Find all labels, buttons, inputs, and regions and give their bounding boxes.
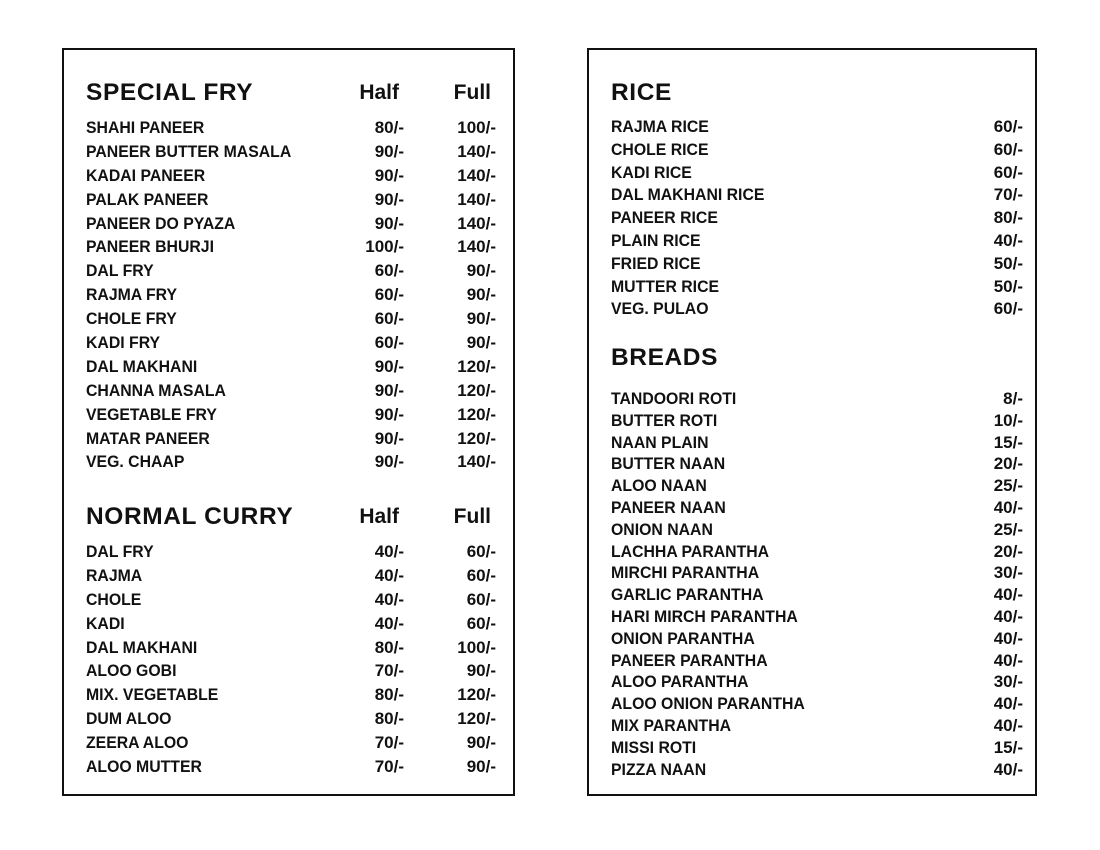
- half-price: 80/-: [374, 685, 404, 705]
- item-name: KADI FRY: [86, 333, 161, 353]
- menu-item-row: [86, 331, 496, 355]
- item-name: CHOLE FRY: [86, 309, 177, 329]
- rice-header: [611, 78, 1021, 108]
- full-price: 120/-: [457, 380, 496, 400]
- menu-item-row: [611, 584, 1021, 606]
- item-price: 40/-: [993, 585, 1023, 605]
- menu-item-row: [611, 737, 1021, 759]
- menu-item-row: [611, 475, 1021, 497]
- item-name: VEGETABLE FRY: [86, 404, 217, 424]
- item-name: PANEER BUTTER MASALA: [86, 141, 292, 161]
- menu-item-row: [86, 283, 496, 307]
- item-name: DAL FRY: [86, 261, 154, 281]
- half-price: 60/-: [374, 333, 404, 353]
- full-price: 60/-: [466, 589, 496, 609]
- full-price: 60/-: [466, 565, 496, 585]
- item-name: MIX. VEGETABLE: [86, 685, 219, 705]
- section-title: BREADS: [611, 344, 719, 371]
- half-price: 70/-: [374, 757, 404, 777]
- breads-header: [611, 343, 1021, 373]
- item-price: 40/-: [993, 497, 1023, 517]
- left-menu-panel: [62, 48, 515, 796]
- half-price: 80/-: [374, 637, 404, 657]
- item-name: ALOO ONION PARANTHA: [611, 694, 805, 714]
- item-price: 30/-: [993, 672, 1023, 692]
- normal-curry-header: [86, 502, 496, 532]
- menu-item-row: [86, 116, 496, 140]
- half-price: 100/-: [365, 237, 404, 257]
- item-name: PANEER PARANTHA: [611, 650, 768, 670]
- item-price: 40/-: [993, 694, 1023, 714]
- menu-item-row: [611, 432, 1021, 454]
- menu-item-row: [86, 659, 496, 683]
- breads-section: [611, 343, 1023, 779]
- item-name: PALAK PANEER: [86, 189, 209, 209]
- breads-list: [611, 388, 1021, 780]
- full-price: 120/-: [457, 428, 496, 448]
- full-price: 90/-: [466, 261, 496, 281]
- menu-item-row: [611, 253, 1021, 276]
- item-price: 60/-: [993, 162, 1023, 182]
- half-price: 70/-: [374, 661, 404, 681]
- item-name: MISSI ROTI: [611, 737, 697, 757]
- half-price: 60/-: [374, 309, 404, 329]
- item-name: VEG. PULAO: [611, 299, 709, 319]
- half-price: 90/-: [374, 356, 404, 376]
- menu-item-row: [86, 403, 496, 427]
- full-price: 90/-: [466, 661, 496, 681]
- rice-list: [611, 116, 1021, 321]
- menu-item-row: [86, 450, 496, 474]
- menu-item-row: [611, 693, 1021, 715]
- item-price: 60/-: [993, 299, 1023, 319]
- item-price: 20/-: [993, 541, 1023, 561]
- menu-item-row: [86, 540, 496, 564]
- full-column-label: Full: [453, 81, 491, 104]
- half-price: 40/-: [374, 589, 404, 609]
- item-name: MATAR PANEER: [86, 428, 210, 448]
- item-price: 40/-: [993, 715, 1023, 735]
- item-name: RAJMA: [86, 565, 143, 585]
- item-price: 40/-: [993, 628, 1023, 648]
- half-column-label: Half: [359, 505, 399, 528]
- full-price: 140/-: [457, 237, 496, 257]
- full-price: 100/-: [457, 637, 496, 657]
- menu-item-row: [86, 188, 496, 212]
- full-price: 90/-: [466, 285, 496, 305]
- half-price: 80/-: [374, 118, 404, 137]
- half-price: 90/-: [374, 404, 404, 424]
- rice-section: [611, 78, 1023, 319]
- menu-item-row: [86, 564, 496, 588]
- item-name: MUTTER RICE: [611, 276, 720, 296]
- half-price: 70/-: [374, 733, 404, 753]
- section-title: RICE: [611, 79, 672, 106]
- menu-item-row: [86, 588, 496, 612]
- menu-item-row: [611, 562, 1021, 584]
- special-fry-section: [86, 78, 496, 472]
- full-price: 140/-: [457, 141, 496, 161]
- section-title: SPECIAL FRY: [86, 79, 254, 106]
- menu-item-row: [611, 388, 1021, 410]
- full-price: 60/-: [466, 542, 496, 561]
- item-name: MIRCHI PARANTHA: [611, 563, 760, 583]
- full-price: 90/-: [466, 757, 496, 777]
- full-price: 100/-: [457, 118, 496, 137]
- menu-item-row: [86, 307, 496, 331]
- item-price: 40/-: [993, 650, 1023, 670]
- item-price: 40/-: [993, 606, 1023, 626]
- item-name: ZEERA ALOO: [86, 733, 189, 753]
- full-price: 90/-: [466, 733, 496, 753]
- half-price: 90/-: [374, 213, 404, 233]
- menu-item-row: [611, 276, 1021, 299]
- menu-item-row: [611, 162, 1021, 185]
- item-name: PANEER BHURJI: [86, 237, 214, 257]
- half-price: 60/-: [374, 285, 404, 305]
- half-price: 60/-: [374, 261, 404, 281]
- item-name: FRIED RICE: [611, 253, 701, 273]
- item-name: SHAHI PANEER: [86, 118, 205, 137]
- item-name: DAL FRY: [86, 542, 154, 561]
- half-price: 40/-: [374, 565, 404, 585]
- item-name: LACHHA PARANTHA: [611, 541, 770, 561]
- menu-item-row: [86, 683, 496, 707]
- item-price: 20/-: [993, 454, 1023, 474]
- item-name: ALOO GOBI: [86, 661, 177, 681]
- full-price: 140/-: [457, 452, 496, 472]
- normal-curry-section: [86, 502, 496, 777]
- item-price: 10/-: [993, 410, 1023, 430]
- item-price: 50/-: [993, 253, 1023, 273]
- half-price: 90/-: [374, 380, 404, 400]
- menu-item-row: [611, 715, 1021, 737]
- item-price: 15/-: [993, 737, 1023, 757]
- menu-item-row: [611, 519, 1021, 541]
- full-price: 90/-: [466, 333, 496, 353]
- full-price: 140/-: [457, 189, 496, 209]
- menu-item-row: [86, 355, 496, 379]
- menu-item-row: [611, 410, 1021, 432]
- item-name: KADAI PANEER: [86, 165, 206, 185]
- item-name: NAAN PLAIN: [611, 432, 709, 452]
- item-name: RAJMA FRY: [86, 285, 178, 305]
- full-price: 140/-: [457, 213, 496, 233]
- item-name: ONION NAAN: [611, 519, 713, 539]
- special-fry-header: [86, 78, 496, 108]
- item-name: TANDOORI ROTI: [611, 389, 737, 408]
- half-price: 40/-: [374, 542, 404, 561]
- menu-item-row: [86, 636, 496, 660]
- item-price: 15/-: [993, 432, 1023, 452]
- item-name: GARLIC PARANTHA: [611, 585, 764, 605]
- item-price: 50/-: [993, 276, 1023, 296]
- half-price: 90/-: [374, 189, 404, 209]
- item-name: ONION PARANTHA: [611, 628, 755, 648]
- menu-item-row: [611, 541, 1021, 563]
- item-name: BUTTER NAAN: [611, 454, 726, 474]
- menu-item-row: [86, 755, 496, 779]
- item-name: MIX PARANTHA: [611, 715, 732, 735]
- menu-item-row: [611, 453, 1021, 475]
- menu-item-row: [86, 707, 496, 731]
- menu-item-row: [86, 612, 496, 636]
- full-price: 60/-: [466, 613, 496, 633]
- menu-item-row: [611, 207, 1021, 230]
- half-price: 90/-: [374, 141, 404, 161]
- item-name: VEG. CHAAP: [86, 452, 185, 472]
- menu-item-row: [611, 298, 1021, 321]
- half-price: 80/-: [374, 709, 404, 729]
- item-price: 8/-: [1003, 389, 1023, 408]
- section-title: NORMAL CURRY: [86, 503, 294, 530]
- item-name: BUTTER ROTI: [611, 410, 718, 430]
- menu-item-row: [611, 671, 1021, 693]
- menu-item-row: [611, 184, 1021, 207]
- menu-item-row: [86, 140, 496, 164]
- item-name: HARI MIRCH PARANTHA: [611, 606, 798, 626]
- item-name: CHOLE: [86, 589, 142, 609]
- menu-item-row: [86, 731, 496, 755]
- menu-item-row: [611, 116, 1021, 139]
- half-price: 90/-: [374, 428, 404, 448]
- item-name: PLAIN RICE: [611, 230, 701, 250]
- menu-item-row: [611, 497, 1021, 519]
- item-name: KADI: [86, 613, 125, 633]
- item-price: 25/-: [993, 476, 1023, 496]
- item-name: ALOO MUTTER: [86, 757, 202, 777]
- item-price: 40/-: [993, 230, 1023, 250]
- item-price: 25/-: [993, 519, 1023, 539]
- item-name: PANEER DO PYAZA: [86, 213, 236, 233]
- menu-item-row: [86, 212, 496, 236]
- item-price: 40/-: [993, 759, 1023, 779]
- item-name: CHOLE RICE: [611, 139, 709, 159]
- menu-item-row: [86, 259, 496, 283]
- half-column-label: Half: [359, 81, 399, 104]
- normal-curry-list: [86, 540, 496, 779]
- item-name: DAL MAKHANI: [86, 637, 198, 657]
- item-price: 30/-: [993, 563, 1023, 583]
- full-price: 120/-: [457, 709, 496, 729]
- item-price: 60/-: [993, 139, 1023, 159]
- item-name: DUM ALOO: [86, 709, 172, 729]
- menu-item-row: [611, 650, 1021, 672]
- special-fry-list: [86, 116, 496, 474]
- full-price: 120/-: [457, 685, 496, 705]
- item-name: DAL MAKHANI RICE: [611, 185, 765, 205]
- half-price: 90/-: [374, 165, 404, 185]
- menu-item-row: [611, 759, 1021, 781]
- item-name: CHANNA MASALA: [86, 380, 226, 400]
- menu-item-row: [611, 139, 1021, 162]
- item-name: ALOO NAAN: [611, 476, 707, 496]
- right-menu-panel: [587, 48, 1037, 796]
- item-name: KADI RICE: [611, 162, 692, 182]
- menu-item-row: [86, 235, 496, 259]
- item-name: PANEER RICE: [611, 208, 718, 228]
- item-name: DAL MAKHANI: [86, 356, 198, 376]
- menu-item-row: [86, 427, 496, 451]
- menu-item-row: [611, 628, 1021, 650]
- item-price: 80/-: [993, 208, 1023, 228]
- full-price: 90/-: [466, 309, 496, 329]
- half-price: 40/-: [374, 613, 404, 633]
- half-price: 90/-: [374, 452, 404, 472]
- menu-item-row: [611, 230, 1021, 253]
- item-name: PANEER NAAN: [611, 497, 726, 517]
- full-price: 120/-: [457, 404, 496, 424]
- menu-item-row: [86, 379, 496, 403]
- menu-item-row: [611, 606, 1021, 628]
- item-name: RAJMA RICE: [611, 117, 709, 136]
- menu-item-row: [86, 164, 496, 188]
- item-name: PIZZA NAAN: [611, 759, 707, 779]
- item-name: ALOO PARANTHA: [611, 672, 749, 692]
- full-column-label: Full: [453, 505, 491, 528]
- item-price: 60/-: [993, 117, 1023, 136]
- item-price: 70/-: [993, 185, 1023, 205]
- full-price: 120/-: [457, 356, 496, 376]
- full-price: 140/-: [457, 165, 496, 185]
